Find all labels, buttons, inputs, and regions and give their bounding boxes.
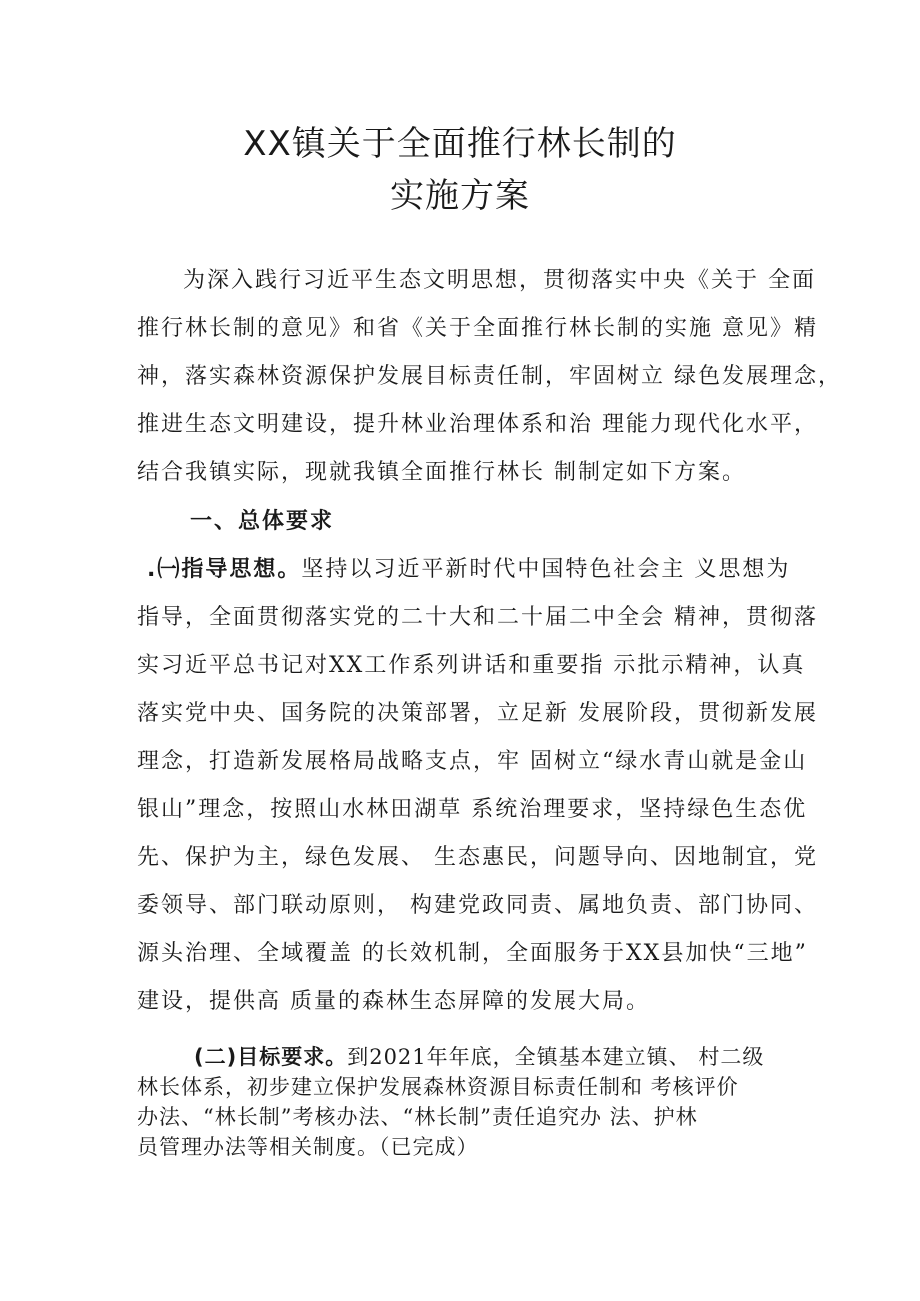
intro-line-1: 为深入践行习近平生态文明思想，贯彻落实中央《关于 全面: [183, 268, 816, 293]
intro-line-3: 神，落实森林资源保护发展目标责任制，牢固树立 绿色发展理念，: [137, 364, 842, 389]
item1-label: .㈠指导思想。: [147, 557, 302, 582]
item1-line-4: 落实党中央、国务院的决策部署，立足新 发展阶段，贯彻新发展: [137, 701, 818, 726]
item2-line-1-text: 到2021年年底，全镇基本建立镇、 村二级: [347, 1045, 765, 1069]
item2-label: (二)目标要求。: [194, 1045, 348, 1069]
item2-line-4: 员管理办法等相关制度。（已完成）: [137, 1135, 479, 1159]
item2-line-3: 办法、“林长制”考核办法、“林长制”责任追究办 法、护林: [137, 1105, 698, 1129]
item1-line-2: 指导，全面贯彻落实党的二十大和二十届二中全会 精神，贯彻落: [137, 605, 818, 630]
item1-line-6: 银山”理念，按照山水林田湖草 系统治理要求，坚持绿色生态优: [137, 797, 808, 822]
item1-line-8: 委领导、部门联动原则， 构建党政同责、属地负责、部门协同、: [137, 893, 818, 918]
item1-line-7: 先、保护为主，绿色发展、 生态惠民，问题导向、因地制宜，党: [137, 845, 818, 870]
intro-line-4: 推进生态文明建设，提升林业治理体系和治 理能力现代化水平，: [137, 412, 818, 437]
item1-line-9: 源头治理、全域覆盖 的长效机制，全面服务于XX县加快“三地”: [137, 941, 808, 966]
item1-line-1: [147, 557, 790, 583]
intro-line-5: 结合我镇实际，现就我镇全面推行林长 制制定如下方案。: [137, 460, 746, 485]
item2-line-2: 林长体系，初步建立保护发展森林资源目标责任制和 考核评价: [137, 1075, 739, 1099]
item2-line-1: [194, 1044, 764, 1070]
item1-line-5: 理念，打造新发展格局战略支点，牢 固树立“绿水青山就是金山: [137, 749, 808, 774]
document-title-line-2: 实施方案: [390, 176, 530, 216]
section-heading: 一、总体要求: [190, 509, 335, 534]
item1-line-1-text: 坚持以习近平新时代中国特色社会主 义思想为: [301, 557, 791, 582]
item1-line-3: 实习近平总书记对XX工作系列讲话和重要指 示批示精神，认真: [137, 653, 806, 678]
item1-line-10: 建设，提供高 质量的森林生态屏障的发展大局。: [137, 989, 650, 1014]
intro-line-2: 推行林长制的意见》和省《关于全面推行林长制的实施 意见》精: [137, 316, 818, 341]
document-title-line-1: XX镇关于全面推行林长制的: [243, 124, 677, 164]
